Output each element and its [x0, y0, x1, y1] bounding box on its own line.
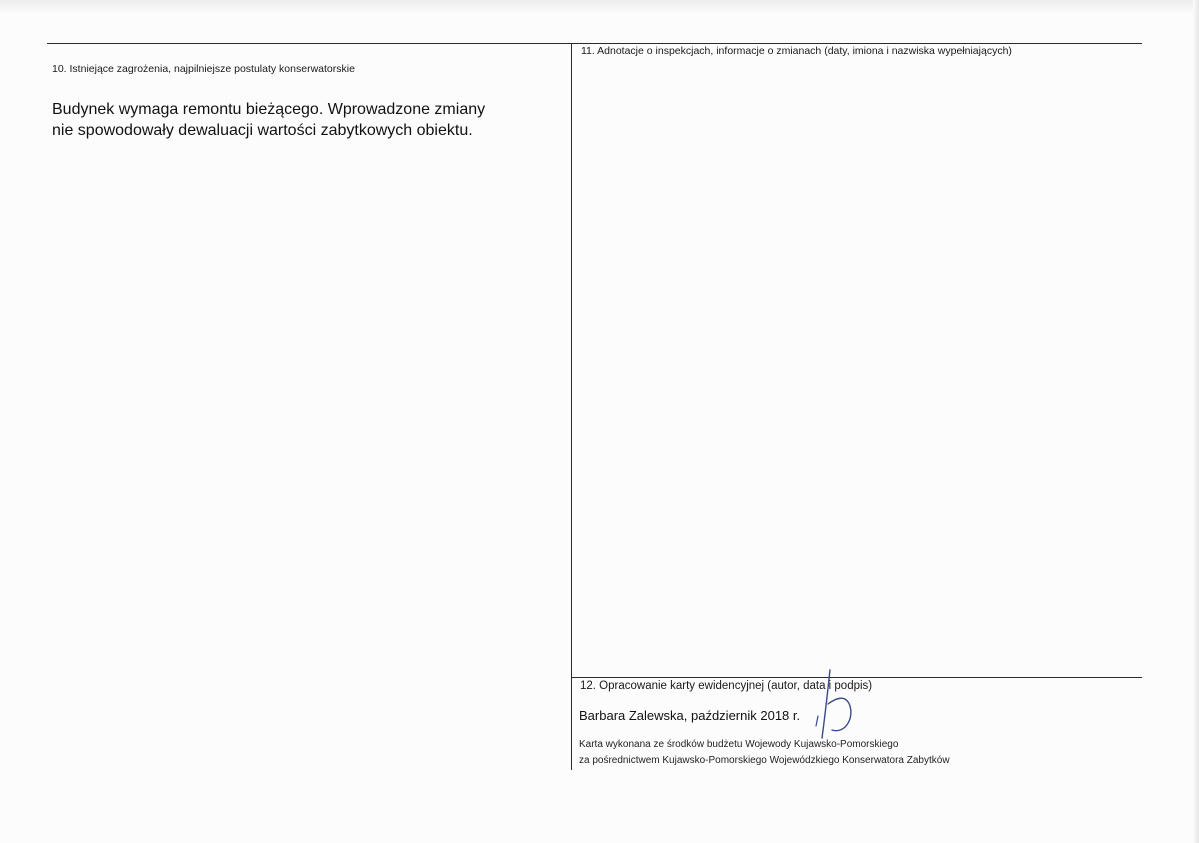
section-10-text-line-1: Budynek wymaga remontu bieżącego. Wprowadzone zmiany — [52, 101, 486, 118]
funding-note-line-2: za pośrednictwem Kujawsko-Pomorskiego Wojewódzkiego Konserwatora Zabytków — [579, 755, 950, 766]
section-12-left-border — [571, 677, 572, 770]
column-divider — [571, 43, 572, 677]
section-12-author: Barbara Zalewska, październik 2018 r. — [579, 708, 801, 723]
scan-edge-top — [0, 0, 1199, 14]
scan-edge-right — [1193, 0, 1199, 843]
handwritten-signature — [812, 668, 864, 740]
section-12-label: 12. Opracowanie karty ewidencyjnej (autor, data i podpis) — [580, 680, 873, 692]
funding-note-line-1: Karta wykonana ze środków budżetu Wojewody Kujawsko-Pomorskiego — [579, 739, 899, 750]
top-rule — [47, 43, 1142, 44]
section-11-label: 11. Adnotacje o inspekcjach, informacje o zmianach (daty, imiona i nazwiska wypełniających) — [581, 45, 1012, 57]
section-10-text-line-2: nie spowodowały dewaluacji wartości zabytkowych obiektu. — [52, 122, 473, 139]
section-10-label: 10. Istniejące zagrożenia, najpilniejsze postulaty konserwatorskie — [52, 63, 355, 75]
